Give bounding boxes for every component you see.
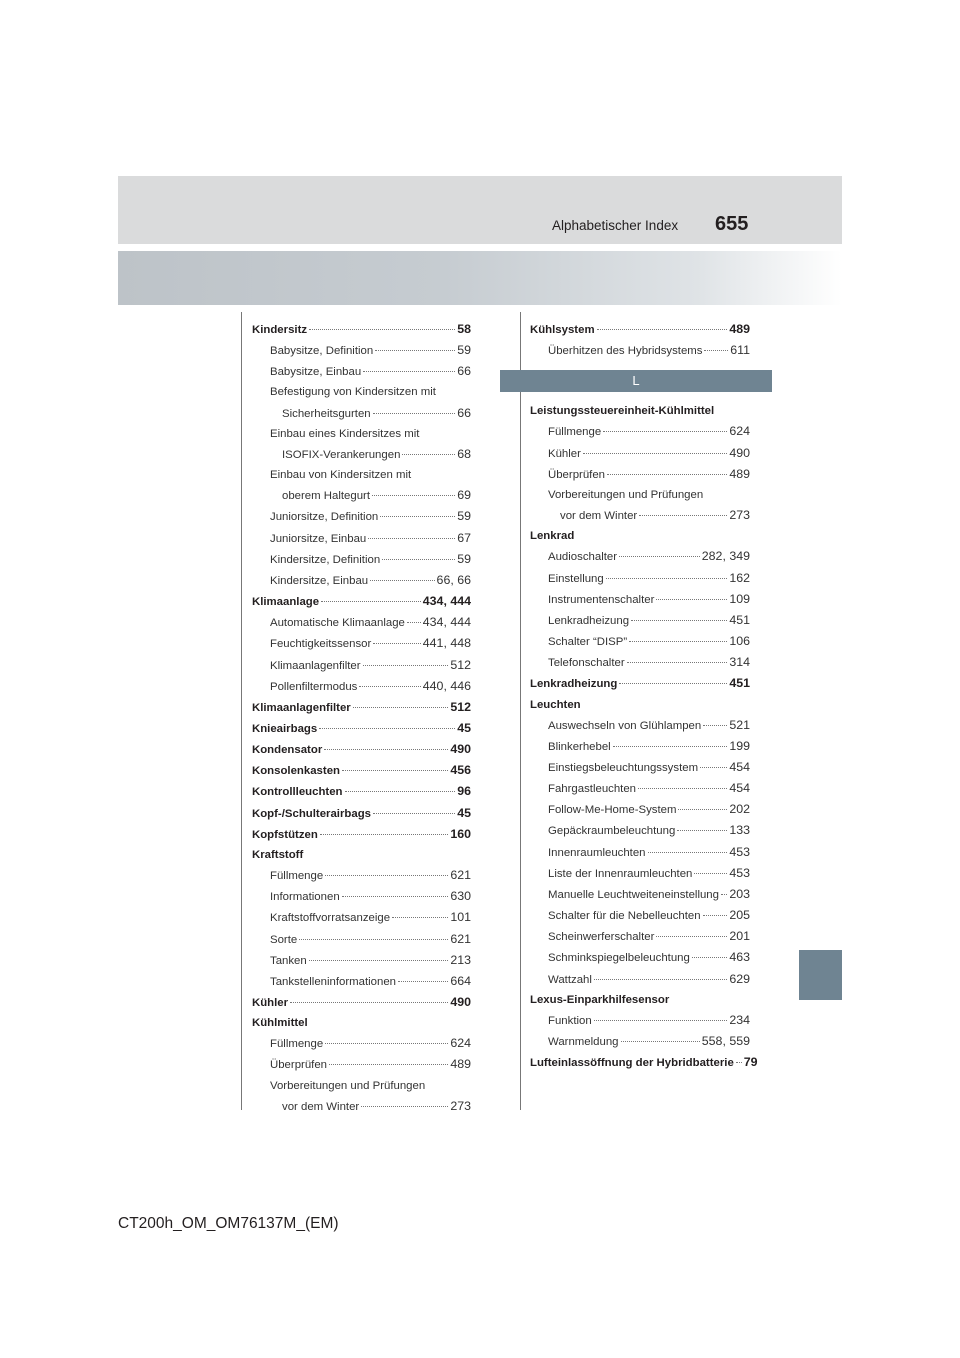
dot-leader	[319, 728, 455, 729]
index-entry-page: 489	[729, 466, 750, 481]
dot-leader	[594, 979, 727, 980]
index-entry	[530, 884, 750, 905]
index-entry-term: Befestigung von Kindersitzen mit	[270, 386, 436, 399]
index-entry-page: 512	[450, 699, 471, 714]
index-entry	[530, 464, 750, 485]
index-entry	[252, 718, 471, 739]
dot-leader	[324, 749, 448, 750]
dot-leader	[370, 580, 434, 581]
index-entry-term: Lufteinlassöffnung der Hybridbatterie	[530, 1057, 734, 1070]
dot-leader	[363, 665, 449, 666]
index-entry	[252, 803, 471, 824]
dot-leader	[325, 1043, 448, 1044]
dot-leader	[345, 791, 456, 792]
index-entry	[252, 845, 471, 865]
index-entry-term: vor dem Winter	[560, 510, 638, 523]
index-entry	[252, 506, 471, 527]
index-entry-term: Blinkerhebel	[548, 740, 611, 753]
index-entry-page: 234	[729, 1012, 750, 1027]
index-entry-term: Kraftstoffvorratsanzeige	[270, 912, 391, 925]
index-entry-page: 629	[729, 971, 750, 986]
index-entry-page: 489	[729, 322, 750, 336]
index-entry-term: Kindersitze, Definition	[270, 553, 381, 566]
index-entry-page: 440, 446	[422, 678, 471, 693]
index-entry	[530, 485, 750, 505]
dot-leader	[629, 641, 727, 642]
dot-leader	[597, 329, 728, 330]
index-entry-term: Kopfstützen	[252, 828, 318, 841]
index-entry-term: Lexus-Einparkhilfesensor	[530, 993, 670, 1006]
index-entry-term: Einbau von Kindersitzen mit	[270, 469, 412, 482]
index-entry	[252, 591, 471, 612]
index-entry-page: 441, 448	[422, 636, 471, 651]
index-entry-page: 79	[743, 1055, 758, 1070]
index-entry-page: 106	[729, 634, 750, 649]
index-entry-term: oberem Haltegurt	[282, 490, 371, 503]
dot-leader	[382, 559, 455, 560]
dot-leader	[373, 413, 456, 414]
index-entry-term: Lenkradheizung	[530, 678, 618, 691]
index-entry	[530, 736, 750, 757]
index-entry-term: Leistungssteuereinheit-Kühlmittel	[530, 405, 715, 418]
index-entry-term: Leuchten	[530, 698, 581, 711]
dot-leader	[607, 474, 727, 475]
dot-leader	[583, 453, 727, 454]
dot-leader	[638, 788, 727, 789]
index-entry	[252, 1076, 471, 1096]
dot-leader	[606, 578, 728, 579]
dot-leader	[677, 830, 727, 831]
index-entry	[530, 842, 750, 863]
index-entry-page: 45	[457, 805, 471, 820]
index-entry	[252, 1013, 471, 1033]
dot-leader	[402, 454, 455, 455]
index-entry-page: 69	[457, 488, 471, 503]
index-entry-term: Sorte	[270, 933, 298, 946]
header-gradient-band	[118, 251, 842, 305]
index-entry-page: 66, 66	[436, 572, 471, 587]
index-entry-term: Kindersitze, Einbau	[270, 574, 369, 587]
index-entry-page: 454	[729, 759, 750, 774]
index-entry-term: Kindersitz	[252, 324, 308, 336]
index-entry-page: 58	[457, 322, 471, 336]
index-entry	[530, 505, 750, 526]
index-entry	[252, 824, 471, 845]
dot-leader	[619, 683, 727, 684]
letter-divider-l: L	[500, 370, 772, 392]
index-entry-term: Liste der Innenraumleuchten	[548, 867, 693, 880]
index-entry-term: Automatische Klimaanlage	[270, 617, 405, 630]
index-entry-page: 624	[729, 424, 750, 439]
index-entry-term: Follow-Me-Home-System	[548, 804, 677, 817]
index-entry-term: Fahrgastleuchten	[548, 783, 637, 796]
dot-leader	[594, 1020, 728, 1021]
index-entry-page: 202	[729, 802, 750, 817]
index-entry	[530, 778, 750, 799]
index-entry-page: 201	[729, 929, 750, 944]
index-entry-term: Füllmenge	[548, 426, 602, 439]
index-entry-term: Überprüfen	[548, 468, 605, 481]
page-number: 655	[715, 213, 749, 235]
right-column-rule	[520, 312, 521, 1110]
index-entry	[530, 589, 750, 610]
index-entry-page: 451	[729, 676, 750, 691]
dot-leader	[398, 981, 448, 982]
index-entry	[530, 695, 750, 715]
dot-leader	[299, 939, 448, 940]
index-entry	[252, 485, 471, 506]
index-entry-term: Einstellung	[548, 572, 604, 585]
index-entry-term: Klimaanlagenfilter	[270, 659, 361, 672]
index-entry	[530, 673, 750, 694]
index-entry-page: 101	[450, 910, 471, 925]
index-entry	[530, 1010, 750, 1031]
index-entry	[252, 319, 471, 340]
index-entry-term: Kopf-/Schulterairbags	[252, 807, 371, 820]
index-entry-term: Funktion	[548, 1014, 592, 1027]
index-entry	[252, 361, 471, 382]
dot-leader	[703, 725, 727, 726]
index-entry	[252, 781, 471, 802]
index-entry-term: Babysitze, Einbau	[270, 366, 362, 379]
index-entry-term: Instrumentenschalter	[548, 593, 655, 606]
index-entry-term: Einstiegsbeleuchtungssystem	[548, 761, 699, 774]
index-entry-term: Kühlsystem	[530, 324, 595, 336]
index-entry-term: Schminkspiegelbeleuchtung	[548, 952, 690, 965]
index-entry	[252, 676, 471, 697]
index-entry	[530, 820, 750, 841]
index-entry-page: 558, 559	[701, 1034, 750, 1048]
dot-leader	[627, 662, 728, 663]
index-entry-term: Kondensator	[252, 744, 323, 757]
index-entry	[252, 1096, 471, 1117]
index-entry-page: 59	[457, 551, 471, 566]
dot-leader	[700, 767, 727, 768]
dot-leader	[380, 516, 455, 517]
dot-leader	[678, 809, 727, 810]
index-entry	[252, 403, 471, 424]
dot-leader	[342, 770, 448, 771]
dot-leader	[321, 601, 421, 602]
dot-leader	[694, 873, 727, 874]
index-entry-term: Vorbereitungen und Prüfungen	[548, 488, 704, 501]
index-entry-page: 434, 444	[422, 615, 471, 630]
index-entry-page: 109	[729, 591, 750, 606]
index-entry	[530, 947, 750, 968]
index-entry-term: Gepäckraumbeleuchtung	[548, 825, 676, 838]
dot-leader	[361, 1106, 448, 1107]
dot-leader	[373, 643, 420, 644]
index-entry-term: Babysitze, Definition	[270, 345, 374, 358]
index-entry-page: 490	[450, 995, 471, 1009]
dot-leader	[619, 556, 700, 557]
dot-leader	[342, 896, 449, 897]
index-entry-page: 59	[457, 509, 471, 524]
index-entry	[252, 570, 471, 591]
index-entry-page: 199	[729, 738, 750, 753]
dot-leader	[373, 813, 455, 814]
index-entry-page: 489	[450, 1057, 471, 1072]
dot-leader	[392, 917, 448, 918]
index-entry	[530, 905, 750, 926]
index-entry-term: Kontrollleuchten	[252, 786, 343, 799]
index-entry	[252, 1054, 471, 1075]
index-entry-term: Konsolenkasten	[252, 765, 340, 778]
index-entry-term: Informationen	[270, 891, 340, 904]
index-entry	[530, 926, 750, 947]
index-entry-page: 512	[450, 657, 471, 672]
index-entry-term: Warnmeldung	[548, 1036, 619, 1048]
dot-leader	[375, 350, 455, 351]
dot-leader	[736, 1062, 742, 1063]
index-entry-term: Einbau eines Kindersitzes mit	[270, 427, 420, 440]
index-entry	[252, 1033, 471, 1054]
index-entry	[530, 421, 750, 442]
chapter-tab	[799, 950, 842, 1000]
index-entry	[252, 886, 471, 907]
index-entry	[530, 1052, 758, 1073]
index-entry-term: Kühler	[252, 997, 289, 1009]
index-entry	[530, 401, 750, 421]
index-entry	[530, 757, 750, 778]
index-entry-page: 521	[729, 717, 750, 732]
index-entry	[252, 340, 471, 361]
dot-leader	[309, 960, 449, 961]
dot-leader	[372, 495, 455, 496]
index-entry	[252, 465, 471, 485]
index-entry-term: Pollenfiltermodus	[270, 680, 358, 693]
index-entry-term: Wattzahl	[548, 973, 592, 986]
index-entry-term: Überhitzen des Hybridsystems	[548, 345, 703, 358]
index-entry-term: Füllmenge	[270, 1038, 324, 1051]
index-entry-page: 213	[450, 952, 471, 967]
index-entry-page: 59	[457, 343, 471, 358]
index-entry-page: 664	[450, 973, 471, 988]
index-entry-term: Innenraumleuchten	[548, 846, 646, 859]
index-entry-term: Auswechseln von Glühlampen	[548, 719, 702, 732]
index-entry	[530, 715, 750, 736]
index-entry-term: vor dem Winter	[282, 1100, 360, 1113]
dot-leader	[703, 915, 728, 916]
index-entry-page: 67	[457, 530, 471, 545]
index-entry-term: Feuchtigkeitssensor	[270, 638, 372, 651]
index-entry	[530, 1031, 750, 1052]
index-column-left	[252, 319, 471, 1117]
index-entry	[530, 969, 750, 990]
index-entry	[252, 382, 471, 402]
index-entry-page: 273	[729, 508, 750, 523]
dot-leader	[325, 875, 448, 876]
dot-leader	[363, 371, 455, 372]
document-code: CT200h_OM_OM76137M_(EM)	[118, 1215, 339, 1232]
index-entry	[252, 697, 471, 718]
dot-leader	[407, 622, 421, 623]
index-entry-term: Knieairbags	[252, 722, 318, 735]
dot-leader	[320, 834, 449, 835]
index-entry	[252, 528, 471, 549]
index-entry-page: 624	[450, 1036, 471, 1051]
index-entry	[530, 568, 750, 589]
dot-leader	[613, 746, 728, 747]
index-entry	[252, 992, 471, 1013]
index-entry	[252, 739, 471, 760]
index-entry	[252, 950, 471, 971]
index-entry	[252, 865, 471, 886]
index-entry-term: Überprüfen	[270, 1059, 327, 1072]
index-entry	[252, 549, 471, 570]
index-entry-term: Juniorsitze, Definition	[270, 511, 379, 524]
index-entry-term: Tanken	[270, 954, 307, 967]
dot-leader	[656, 599, 727, 600]
index-entry	[252, 444, 471, 465]
index-entry	[530, 990, 750, 1010]
index-entry	[252, 612, 471, 633]
index-entry-page: 453	[729, 844, 750, 859]
index-entry-term: Lenkrad	[530, 530, 575, 543]
index-entry	[252, 760, 471, 781]
index-entry-term: Kühlmittel	[252, 1017, 308, 1030]
index-entry-page: 463	[729, 950, 750, 965]
index-entry-page: 621	[450, 931, 471, 946]
index-entry-page: 282, 349	[701, 549, 750, 564]
index-entry-page: 203	[729, 886, 750, 901]
index-entry	[252, 424, 471, 444]
dot-leader	[656, 936, 727, 937]
dot-leader	[290, 1002, 448, 1003]
index-entry-term: Audioschalter	[548, 551, 618, 564]
dot-leader	[621, 1041, 700, 1042]
index-entry-page: 611	[730, 343, 750, 358]
index-entry-page: 451	[729, 612, 750, 627]
dot-leader	[631, 620, 727, 621]
index-entry-term: Tankstelleninformationen	[270, 975, 397, 988]
index-entry-page: 133	[729, 823, 750, 838]
index-entry	[530, 340, 750, 361]
index-entry	[252, 633, 471, 654]
index-entry	[530, 319, 750, 340]
index-entry	[530, 799, 750, 820]
index-entry-page: 434, 444	[422, 594, 471, 609]
index-entry-term: Telefonschalter	[548, 657, 625, 670]
index-entry-term: Vorbereitungen und Prüfungen	[270, 1079, 426, 1092]
index-entry	[530, 526, 750, 546]
index-entry	[530, 652, 750, 673]
index-entry-term: Klimaanlage	[252, 596, 320, 609]
index-entry-page: 66	[457, 405, 471, 420]
index-column-right	[530, 319, 758, 1073]
index-entry-page: 205	[729, 908, 750, 923]
dot-leader	[721, 894, 727, 895]
index-entry-term: ISOFIX-Verankerungen	[282, 448, 401, 461]
index-entry-page: 162	[729, 570, 750, 585]
index-entry	[530, 610, 750, 631]
index-entry-term: Schalter “DISP”	[548, 636, 628, 649]
dot-leader	[309, 329, 455, 330]
index-entry	[252, 971, 471, 992]
index-entry	[252, 907, 471, 928]
section-title: Alphabetischer Index	[552, 218, 679, 233]
index-entry-term: Kühler	[548, 447, 581, 460]
index-entry-term: Juniorsitze, Einbau	[270, 532, 367, 545]
index-entry-page: 456	[450, 763, 471, 778]
index-entry	[252, 655, 471, 676]
index-entry	[252, 929, 471, 950]
index-entry-page: 490	[450, 742, 471, 757]
index-entry-page: 160	[450, 826, 471, 841]
index-entry-page: 68	[457, 446, 471, 461]
index-entry-page: 273	[450, 1098, 471, 1113]
index-entry-term: Kraftstoff	[252, 848, 304, 861]
index-entry-page: 630	[450, 889, 471, 904]
index-entry-term: Schalter für die Nebelleuchten	[548, 910, 701, 923]
index-entry-page: 314	[729, 655, 750, 670]
index-entry-page: 45	[457, 720, 471, 735]
dot-leader	[692, 957, 727, 958]
index-entry-page: 66	[457, 364, 471, 379]
dot-leader	[603, 431, 727, 432]
index-entry-term: Scheinwerferschalter	[548, 931, 655, 944]
dot-leader	[353, 707, 449, 708]
dot-leader	[359, 686, 420, 687]
dot-leader	[704, 350, 728, 351]
dot-leader	[368, 538, 455, 539]
index-entry	[530, 863, 750, 884]
index-entry-term: Füllmenge	[270, 870, 324, 883]
dot-leader	[639, 515, 727, 516]
index-entry-term: Klimaanlagenfilter	[252, 701, 351, 714]
index-entry	[530, 546, 750, 567]
index-entry-page: 453	[729, 865, 750, 880]
index-entry-term: Manuelle Leuchtweiteneinstellung	[548, 888, 719, 901]
index-entry-page: 490	[729, 445, 750, 460]
dot-leader	[329, 1064, 448, 1065]
index-entry-page: 96	[457, 784, 471, 799]
index-entry	[530, 443, 750, 464]
index-entry-page: 454	[729, 781, 750, 796]
dot-leader	[648, 852, 728, 853]
index-entry	[530, 631, 750, 652]
left-column-rule	[241, 312, 242, 1110]
index-entry-term: Lenkradheizung	[548, 614, 630, 627]
index-entry-term: Sicherheitsgurten	[282, 407, 371, 420]
index-entry-page: 621	[450, 868, 471, 883]
